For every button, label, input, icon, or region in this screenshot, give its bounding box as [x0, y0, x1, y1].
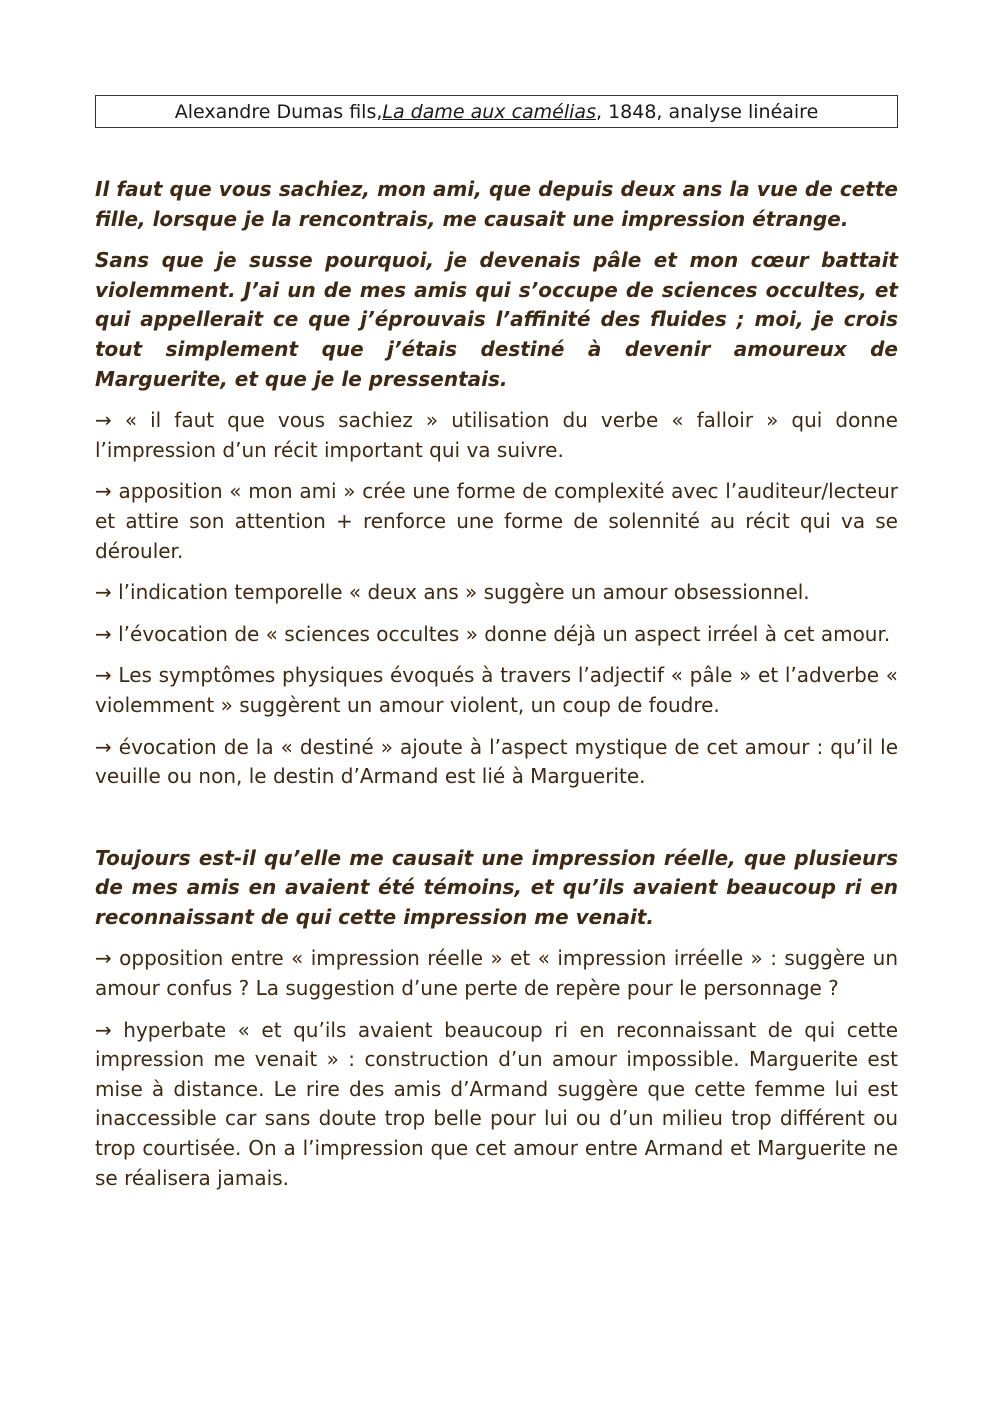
comment-4: → l’évocation de « sciences occultes » donne déjà un aspect irréel à cet amour.: [95, 621, 891, 646]
quote-3: Toujours est-il qu’elle me causait une impression réelle, que plusieurs de mes amis en avaient été témoins, et qu’ils avaient beaucoup ri en reconnaissant de qui cette impression me venait.: [95, 845, 898, 929]
comment-7: → opposition entre « impression réelle » et « impression irréelle » : suggère un amour confus ? La suggestion d’une perte de repère pour le personnage ?: [95, 946, 898, 1001]
comment-8: → hyperbate « et qu’ils avaient beaucoup ri en reconnaissant de qui cette impression me venait » : construction d’un amour impossible. Marguerite est mise à distance. Le rire des amis d’Armand suggère que cette femme lui est inaccessible car sans doute trop belle pour lui ou d’un milieu trop différent ou trop courtisée. On a l’impression que cet amour entre Armand et Marguerite ne se réalisera jamais.: [95, 1017, 898, 1190]
comment-1: → « il faut que vous sachiez » utilisation du verbe « falloir » qui donne l’impression d’un récit important qui va suivre.: [95, 408, 898, 462]
header-author: Alexandre Dumas fils,: [174, 100, 383, 123]
header-work-title: La dame aux camélias: [382, 100, 596, 123]
comment-2: → apposition « mon ami » crée une forme de complexité avec l’auditeur/lecteur et attire son attention + renforce une forme de solennité au récit qui va se dérouler.: [95, 479, 898, 563]
comment-5: → Les symptômes physiques évoqués à travers l’adjectif « pâle » et l’adverbe « violemment » suggèrent un amour violent, un coup de foudre.: [95, 663, 898, 717]
quote-2: Sans que je susse pourquoi, je devenais pâle et mon cœur battait violemment. J’ai un de mes amis qui s’occupe de sciences occultes, et qui appellerait ce que j’éprouvais l’affinité des fluides ; moi, je crois tout simplement que j’étais destiné à devenir amoureux de Marguerite, et que je le pressentais.: [95, 248, 898, 391]
comment-6: → évocation de la « destiné » ajoute à l’aspect mystique de cet amour : qu’il le veuille ou non, le destin d’Armand est lié à Marguerite.: [95, 734, 898, 789]
quote-1: Il faut que vous sachiez, mon ami, que depuis deux ans la vue de cette fille, lorsque je la rencontrais, me causait une impression étrange.: [95, 177, 898, 231]
document-page: [95, 95, 898, 1193]
comment-3: → l’indication temporelle « deux ans » suggère un amour obsessionnel.: [95, 580, 810, 605]
document-header: [95, 95, 898, 128]
header-date-type: , 1848, analyse linéaire: [595, 100, 819, 123]
